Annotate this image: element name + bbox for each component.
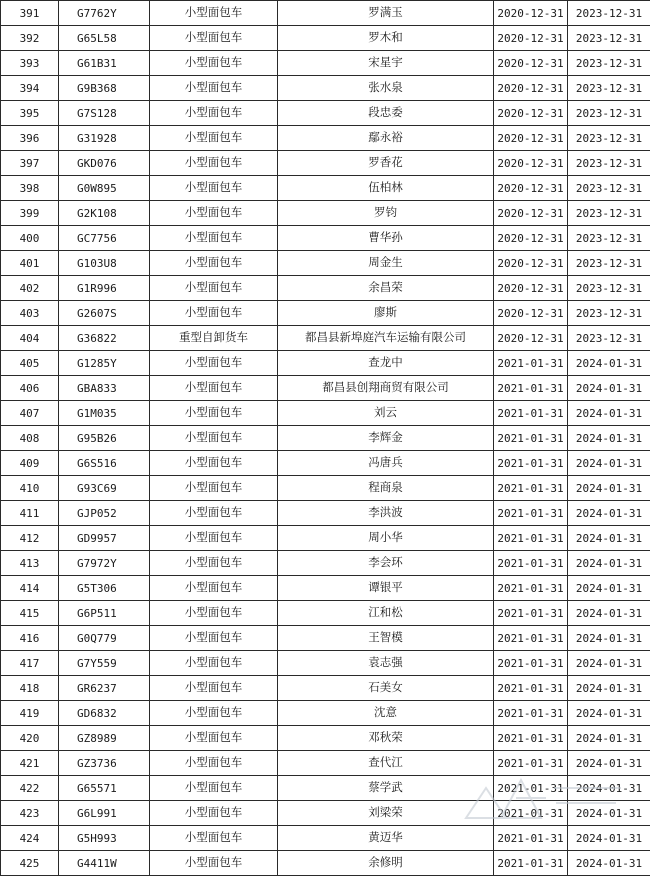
cell-seq-no: 408 bbox=[1, 426, 59, 451]
cell-owner-name: 段忠委 bbox=[278, 101, 494, 126]
cell-end-date: 2023-12-31 bbox=[568, 101, 650, 126]
table-row bbox=[1, 451, 650, 476]
cell-start-date: 2020-12-31 bbox=[494, 151, 568, 176]
cell-end-date: 2023-12-31 bbox=[568, 301, 650, 326]
table-row bbox=[1, 601, 650, 626]
cell-plate-number: G7Y559 bbox=[59, 651, 150, 676]
cell-end-date: 2023-12-31 bbox=[568, 151, 650, 176]
cell-vehicle-type: 重型自卸货车 bbox=[150, 326, 278, 351]
table-row bbox=[1, 201, 650, 226]
cell-seq-no: 411 bbox=[1, 501, 59, 526]
cell-vehicle-type: 小型面包车 bbox=[150, 176, 278, 201]
table-row bbox=[1, 526, 650, 551]
cell-vehicle-type: 小型面包车 bbox=[150, 851, 278, 876]
cell-vehicle-type: 小型面包车 bbox=[150, 351, 278, 376]
cell-start-date: 2021-01-31 bbox=[494, 551, 568, 576]
cell-start-date: 2021-01-31 bbox=[494, 426, 568, 451]
cell-plate-number: G6L991 bbox=[59, 801, 150, 826]
cell-plate-number: GJP052 bbox=[59, 501, 150, 526]
cell-owner-name: 江和松 bbox=[278, 601, 494, 626]
cell-seq-no: 391 bbox=[1, 1, 59, 26]
cell-start-date: 2021-01-31 bbox=[494, 626, 568, 651]
cell-owner-name: 周小华 bbox=[278, 526, 494, 551]
cell-plate-number: G1M035 bbox=[59, 401, 150, 426]
cell-end-date: 2024-01-31 bbox=[568, 801, 650, 826]
cell-vehicle-type: 小型面包车 bbox=[150, 751, 278, 776]
cell-vehicle-type: 小型面包车 bbox=[150, 801, 278, 826]
table-row bbox=[1, 276, 650, 301]
cell-owner-name: 刘梁荣 bbox=[278, 801, 494, 826]
cell-seq-no: 423 bbox=[1, 801, 59, 826]
cell-seq-no: 422 bbox=[1, 776, 59, 801]
table-row bbox=[1, 476, 650, 501]
cell-start-date: 2021-01-31 bbox=[494, 651, 568, 676]
cell-start-date: 2021-01-31 bbox=[494, 451, 568, 476]
cell-vehicle-type: 小型面包车 bbox=[150, 676, 278, 701]
table-row bbox=[1, 576, 650, 601]
cell-vehicle-type: 小型面包车 bbox=[150, 51, 278, 76]
cell-vehicle-type: 小型面包车 bbox=[150, 451, 278, 476]
cell-seq-no: 402 bbox=[1, 276, 59, 301]
cell-start-date: 2021-01-31 bbox=[494, 376, 568, 401]
cell-end-date: 2023-12-31 bbox=[568, 276, 650, 301]
cell-vehicle-type: 小型面包车 bbox=[150, 576, 278, 601]
cell-start-date: 2021-01-31 bbox=[494, 601, 568, 626]
cell-end-date: 2024-01-31 bbox=[568, 376, 650, 401]
cell-owner-name: 查代江 bbox=[278, 751, 494, 776]
cell-owner-name: 袁志强 bbox=[278, 651, 494, 676]
cell-seq-no: 403 bbox=[1, 301, 59, 326]
table-row bbox=[1, 226, 650, 251]
cell-vehicle-type: 小型面包车 bbox=[150, 26, 278, 51]
cell-owner-name: 周金生 bbox=[278, 251, 494, 276]
cell-end-date: 2023-12-31 bbox=[568, 76, 650, 101]
cell-start-date: 2020-12-31 bbox=[494, 76, 568, 101]
cell-owner-name: 谭银平 bbox=[278, 576, 494, 601]
cell-owner-name: 罗满玉 bbox=[278, 1, 494, 26]
cell-end-date: 2023-12-31 bbox=[568, 251, 650, 276]
cell-end-date: 2024-01-31 bbox=[568, 851, 650, 876]
cell-vehicle-type: 小型面包车 bbox=[150, 101, 278, 126]
cell-start-date: 2021-01-31 bbox=[494, 701, 568, 726]
cell-owner-name: 刘云 bbox=[278, 401, 494, 426]
cell-end-date: 2024-01-31 bbox=[568, 426, 650, 451]
cell-end-date: 2024-01-31 bbox=[568, 776, 650, 801]
table-row bbox=[1, 1, 650, 26]
cell-seq-no: 396 bbox=[1, 126, 59, 151]
cell-end-date: 2023-12-31 bbox=[568, 226, 650, 251]
table-row bbox=[1, 401, 650, 426]
cell-plate-number: G1285Y bbox=[59, 351, 150, 376]
cell-seq-no: 409 bbox=[1, 451, 59, 476]
cell-plate-number: G6P511 bbox=[59, 601, 150, 626]
cell-owner-name: 罗木和 bbox=[278, 26, 494, 51]
cell-owner-name: 程商泉 bbox=[278, 476, 494, 501]
cell-vehicle-type: 小型面包车 bbox=[150, 776, 278, 801]
table-row bbox=[1, 151, 650, 176]
table-row bbox=[1, 551, 650, 576]
table-row bbox=[1, 251, 650, 276]
cell-owner-name: 张水泉 bbox=[278, 76, 494, 101]
table-row bbox=[1, 301, 650, 326]
cell-end-date: 2024-01-31 bbox=[568, 601, 650, 626]
cell-start-date: 2020-12-31 bbox=[494, 251, 568, 276]
cell-start-date: 2020-12-31 bbox=[494, 201, 568, 226]
cell-start-date: 2020-12-31 bbox=[494, 301, 568, 326]
cell-plate-number: G65571 bbox=[59, 776, 150, 801]
cell-vehicle-type: 小型面包车 bbox=[150, 76, 278, 101]
table-row bbox=[1, 776, 650, 801]
table-row bbox=[1, 176, 650, 201]
cell-vehicle-type: 小型面包车 bbox=[150, 826, 278, 851]
cell-owner-name: 沈意 bbox=[278, 701, 494, 726]
table-row bbox=[1, 801, 650, 826]
cell-seq-no: 406 bbox=[1, 376, 59, 401]
cell-end-date: 2024-01-31 bbox=[568, 751, 650, 776]
cell-start-date: 2020-12-31 bbox=[494, 126, 568, 151]
cell-end-date: 2024-01-31 bbox=[568, 726, 650, 751]
cell-seq-no: 416 bbox=[1, 626, 59, 651]
cell-start-date: 2021-01-31 bbox=[494, 676, 568, 701]
cell-seq-no: 417 bbox=[1, 651, 59, 676]
cell-end-date: 2024-01-31 bbox=[568, 351, 650, 376]
cell-plate-number: G93C69 bbox=[59, 476, 150, 501]
cell-seq-no: 398 bbox=[1, 176, 59, 201]
cell-plate-number: GZ3736 bbox=[59, 751, 150, 776]
table-row bbox=[1, 76, 650, 101]
cell-plate-number: G0W895 bbox=[59, 176, 150, 201]
cell-start-date: 2021-01-31 bbox=[494, 776, 568, 801]
cell-owner-name: 黄迈华 bbox=[278, 826, 494, 851]
cell-plate-number: G95B26 bbox=[59, 426, 150, 451]
cell-start-date: 2021-01-31 bbox=[494, 801, 568, 826]
cell-owner-name: 都昌县创翔商贸有限公司 bbox=[278, 376, 494, 401]
cell-owner-name: 石美女 bbox=[278, 676, 494, 701]
cell-end-date: 2024-01-31 bbox=[568, 651, 650, 676]
cell-owner-name: 余昌荣 bbox=[278, 276, 494, 301]
cell-owner-name: 鄢永裕 bbox=[278, 126, 494, 151]
cell-end-date: 2023-12-31 bbox=[568, 176, 650, 201]
table-row bbox=[1, 851, 650, 876]
cell-vehicle-type: 小型面包车 bbox=[150, 201, 278, 226]
cell-end-date: 2024-01-31 bbox=[568, 576, 650, 601]
cell-owner-name: 伍柏林 bbox=[278, 176, 494, 201]
cell-seq-no: 400 bbox=[1, 226, 59, 251]
cell-owner-name: 王智模 bbox=[278, 626, 494, 651]
cell-end-date: 2023-12-31 bbox=[568, 1, 650, 26]
cell-start-date: 2021-01-31 bbox=[494, 526, 568, 551]
cell-end-date: 2024-01-31 bbox=[568, 551, 650, 576]
cell-owner-name: 余修明 bbox=[278, 851, 494, 876]
cell-owner-name: 曹华孙 bbox=[278, 226, 494, 251]
cell-vehicle-type: 小型面包车 bbox=[150, 226, 278, 251]
cell-plate-number: G9B368 bbox=[59, 76, 150, 101]
cell-start-date: 2020-12-31 bbox=[494, 51, 568, 76]
cell-plate-number: G7762Y bbox=[59, 1, 150, 26]
cell-vehicle-type: 小型面包车 bbox=[150, 701, 278, 726]
cell-owner-name: 李会环 bbox=[278, 551, 494, 576]
cell-start-date: 2020-12-31 bbox=[494, 326, 568, 351]
cell-plate-number: GD6832 bbox=[59, 701, 150, 726]
cell-end-date: 2024-01-31 bbox=[568, 476, 650, 501]
cell-vehicle-type: 小型面包车 bbox=[150, 1, 278, 26]
cell-start-date: 2021-01-31 bbox=[494, 501, 568, 526]
cell-seq-no: 412 bbox=[1, 526, 59, 551]
cell-plate-number: G7972Y bbox=[59, 551, 150, 576]
cell-vehicle-type: 小型面包车 bbox=[150, 526, 278, 551]
cell-seq-no: 401 bbox=[1, 251, 59, 276]
table-body bbox=[1, 1, 650, 876]
cell-end-date: 2023-12-31 bbox=[568, 201, 650, 226]
cell-end-date: 2024-01-31 bbox=[568, 401, 650, 426]
cell-plate-number: G5T306 bbox=[59, 576, 150, 601]
cell-plate-number: G0Q779 bbox=[59, 626, 150, 651]
cell-end-date: 2024-01-31 bbox=[568, 826, 650, 851]
cell-seq-no: 415 bbox=[1, 601, 59, 626]
cell-start-date: 2021-01-31 bbox=[494, 751, 568, 776]
cell-start-date: 2020-12-31 bbox=[494, 176, 568, 201]
cell-owner-name: 罗钧 bbox=[278, 201, 494, 226]
cell-owner-name: 宋星宇 bbox=[278, 51, 494, 76]
table-row bbox=[1, 376, 650, 401]
cell-seq-no: 392 bbox=[1, 26, 59, 51]
cell-seq-no: 413 bbox=[1, 551, 59, 576]
table-row bbox=[1, 126, 650, 151]
cell-vehicle-type: 小型面包车 bbox=[150, 401, 278, 426]
cell-vehicle-type: 小型面包车 bbox=[150, 426, 278, 451]
cell-plate-number: GBA833 bbox=[59, 376, 150, 401]
cell-seq-no: 425 bbox=[1, 851, 59, 876]
cell-vehicle-type: 小型面包车 bbox=[150, 551, 278, 576]
cell-plate-number: G2607S bbox=[59, 301, 150, 326]
cell-end-date: 2023-12-31 bbox=[568, 26, 650, 51]
cell-end-date: 2024-01-31 bbox=[568, 701, 650, 726]
cell-seq-no: 394 bbox=[1, 76, 59, 101]
cell-owner-name: 邓秋荣 bbox=[278, 726, 494, 751]
cell-seq-no: 397 bbox=[1, 151, 59, 176]
cell-vehicle-type: 小型面包车 bbox=[150, 276, 278, 301]
table-row bbox=[1, 426, 650, 451]
cell-plate-number: G61B31 bbox=[59, 51, 150, 76]
cell-vehicle-type: 小型面包车 bbox=[150, 626, 278, 651]
table-row bbox=[1, 651, 650, 676]
cell-vehicle-type: 小型面包车 bbox=[150, 376, 278, 401]
cell-plate-number: G2K108 bbox=[59, 201, 150, 226]
cell-start-date: 2020-12-31 bbox=[494, 276, 568, 301]
cell-owner-name: 冯唐兵 bbox=[278, 451, 494, 476]
cell-start-date: 2020-12-31 bbox=[494, 26, 568, 51]
cell-start-date: 2020-12-31 bbox=[494, 101, 568, 126]
cell-owner-name: 都昌县新埠庭汽车运输有限公司 bbox=[278, 326, 494, 351]
cell-start-date: 2021-01-31 bbox=[494, 401, 568, 426]
cell-vehicle-type: 小型面包车 bbox=[150, 651, 278, 676]
table-row bbox=[1, 501, 650, 526]
cell-owner-name: 查龙中 bbox=[278, 351, 494, 376]
cell-plate-number: GZ8989 bbox=[59, 726, 150, 751]
cell-start-date: 2021-01-31 bbox=[494, 851, 568, 876]
cell-owner-name: 李辉金 bbox=[278, 426, 494, 451]
table-row bbox=[1, 676, 650, 701]
cell-plate-number: GR6237 bbox=[59, 676, 150, 701]
cell-end-date: 2024-01-31 bbox=[568, 501, 650, 526]
cell-end-date: 2023-12-31 bbox=[568, 51, 650, 76]
cell-vehicle-type: 小型面包车 bbox=[150, 301, 278, 326]
cell-seq-no: 393 bbox=[1, 51, 59, 76]
cell-plate-number: G4411W bbox=[59, 851, 150, 876]
cell-seq-no: 399 bbox=[1, 201, 59, 226]
cell-end-date: 2023-12-31 bbox=[568, 326, 650, 351]
table-row bbox=[1, 51, 650, 76]
cell-seq-no: 424 bbox=[1, 826, 59, 851]
cell-vehicle-type: 小型面包车 bbox=[150, 601, 278, 626]
table-row bbox=[1, 101, 650, 126]
cell-vehicle-type: 小型面包车 bbox=[150, 251, 278, 276]
cell-seq-no: 405 bbox=[1, 351, 59, 376]
cell-vehicle-type: 小型面包车 bbox=[150, 501, 278, 526]
cell-plate-number: GD9957 bbox=[59, 526, 150, 551]
cell-start-date: 2021-01-31 bbox=[494, 351, 568, 376]
cell-start-date: 2021-01-31 bbox=[494, 826, 568, 851]
cell-end-date: 2024-01-31 bbox=[568, 676, 650, 701]
cell-seq-no: 418 bbox=[1, 676, 59, 701]
cell-plate-number: G1R996 bbox=[59, 276, 150, 301]
cell-seq-no: 421 bbox=[1, 751, 59, 776]
cell-owner-name: 李洪波 bbox=[278, 501, 494, 526]
cell-seq-no: 414 bbox=[1, 576, 59, 601]
table-row bbox=[1, 826, 650, 851]
cell-end-date: 2024-01-31 bbox=[568, 451, 650, 476]
cell-owner-name: 罗香花 bbox=[278, 151, 494, 176]
cell-plate-number: G31928 bbox=[59, 126, 150, 151]
table-row bbox=[1, 626, 650, 651]
cell-plate-number: G65L58 bbox=[59, 26, 150, 51]
cell-seq-no: 395 bbox=[1, 101, 59, 126]
cell-vehicle-type: 小型面包车 bbox=[150, 476, 278, 501]
cell-owner-name: 蔡学武 bbox=[278, 776, 494, 801]
cell-seq-no: 404 bbox=[1, 326, 59, 351]
cell-owner-name: 廖斯 bbox=[278, 301, 494, 326]
cell-plate-number: G36822 bbox=[59, 326, 150, 351]
table-row bbox=[1, 326, 650, 351]
cell-end-date: 2023-12-31 bbox=[568, 126, 650, 151]
cell-plate-number: GKD076 bbox=[59, 151, 150, 176]
cell-plate-number: G6S516 bbox=[59, 451, 150, 476]
table-row bbox=[1, 26, 650, 51]
table-row bbox=[1, 701, 650, 726]
table-row bbox=[1, 351, 650, 376]
cell-vehicle-type: 小型面包车 bbox=[150, 151, 278, 176]
cell-start-date: 2020-12-31 bbox=[494, 226, 568, 251]
cell-start-date: 2020-12-31 bbox=[494, 1, 568, 26]
cell-start-date: 2021-01-31 bbox=[494, 576, 568, 601]
cell-vehicle-type: 小型面包车 bbox=[150, 126, 278, 151]
cell-end-date: 2024-01-31 bbox=[568, 626, 650, 651]
cell-seq-no: 407 bbox=[1, 401, 59, 426]
cell-plate-number: GC7756 bbox=[59, 226, 150, 251]
cell-end-date: 2024-01-31 bbox=[568, 526, 650, 551]
cell-start-date: 2021-01-31 bbox=[494, 476, 568, 501]
cell-plate-number: G7S128 bbox=[59, 101, 150, 126]
cell-seq-no: 420 bbox=[1, 726, 59, 751]
cell-plate-number: G103U8 bbox=[59, 251, 150, 276]
cell-vehicle-type: 小型面包车 bbox=[150, 726, 278, 751]
cell-start-date: 2021-01-31 bbox=[494, 726, 568, 751]
table-row bbox=[1, 751, 650, 776]
cell-plate-number: G5H993 bbox=[59, 826, 150, 851]
cell-seq-no: 419 bbox=[1, 701, 59, 726]
cell-seq-no: 410 bbox=[1, 476, 59, 501]
table-row bbox=[1, 726, 650, 751]
